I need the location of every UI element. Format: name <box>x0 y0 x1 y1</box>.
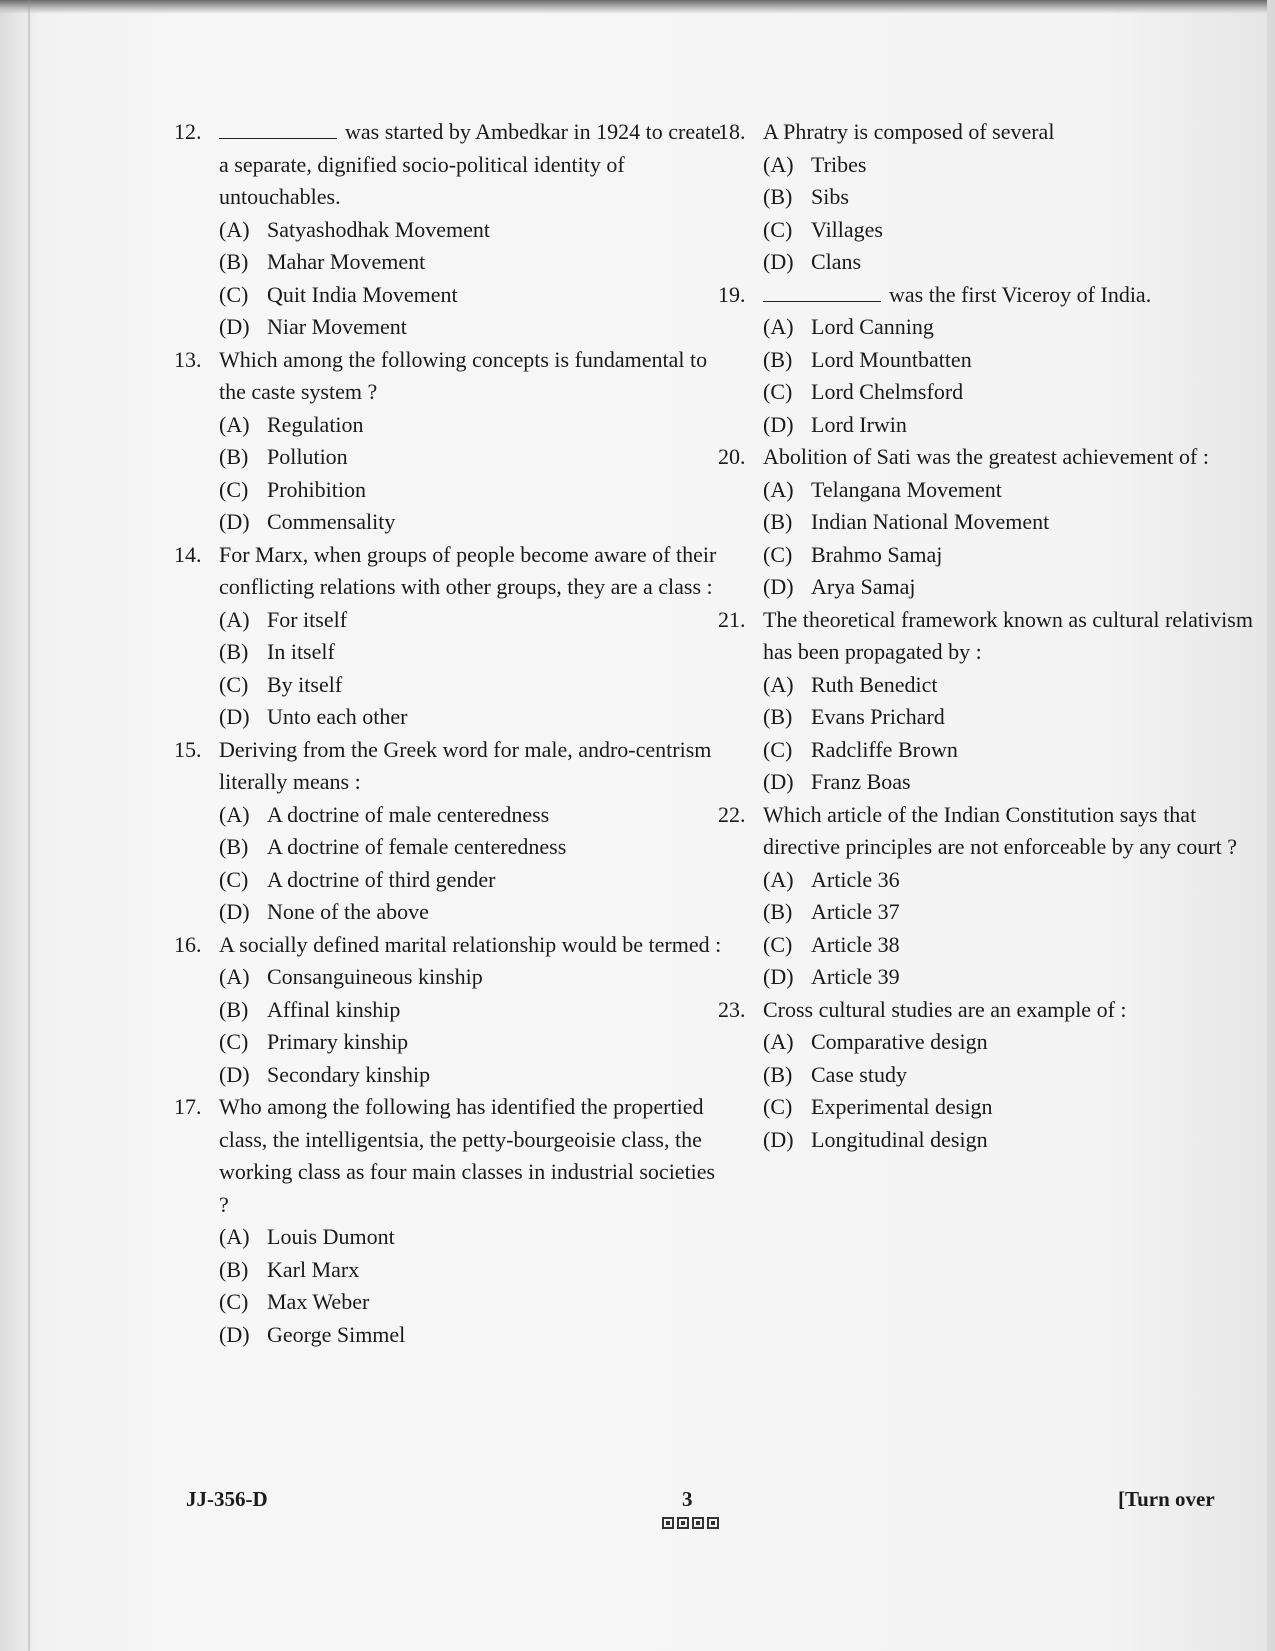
option-label: (C) <box>763 736 793 762</box>
question-block <box>718 116 1273 279</box>
paper-code: JJ-356-D <box>186 1487 268 1511</box>
answer-option <box>174 311 724 344</box>
question-number: 13. <box>174 346 202 372</box>
question-block <box>718 279 1273 442</box>
question-text: A socially defined marital relationship would be termed : <box>219 931 722 957</box>
question-block <box>718 441 1273 604</box>
option-label: (A) <box>219 216 250 242</box>
option-label: (A) <box>763 314 794 339</box>
answer-option <box>174 1319 724 1352</box>
answer-option <box>174 799 724 832</box>
answer-option <box>174 1026 724 1059</box>
turn-over-label: [Turn over <box>1118 1487 1215 1511</box>
option-text: Lord Chelmsford <box>811 379 964 404</box>
question-number: 12. <box>174 119 202 144</box>
answer-option <box>718 929 1273 962</box>
question-number: 15. <box>174 736 202 762</box>
option-label: (C) <box>763 541 793 567</box>
question-block <box>174 344 724 539</box>
answer-option <box>718 149 1273 182</box>
question-stem <box>718 994 1273 1027</box>
question-text: Cross cultural studies are an example of : <box>763 996 1127 1022</box>
answer-option <box>174 961 724 994</box>
question-block <box>718 994 1273 1157</box>
question-text: Abolition of Sati was the greatest achievement of : <box>763 444 1209 469</box>
question-stem <box>718 604 1273 669</box>
option-text: Karl Marx <box>267 1256 360 1282</box>
option-text: Telangana Movement <box>811 476 1002 502</box>
answer-option <box>174 896 724 929</box>
answer-option <box>174 441 724 474</box>
option-label: (C) <box>763 931 793 957</box>
answer-blank <box>763 281 881 302</box>
answer-option <box>174 246 724 279</box>
question-text: Which article of the Indian Constitution says that directive principles are not enforceable by any court ? <box>763 801 1237 859</box>
option-label: (A) <box>763 866 794 892</box>
option-text: Ruth Benedict <box>811 671 938 697</box>
answer-option <box>174 1286 724 1319</box>
right-question-column <box>718 116 1273 1156</box>
option-text: Consanguineous kinship <box>267 964 483 989</box>
option-label: (D) <box>763 249 794 274</box>
question-text: Deriving from the Greek word for male, andro-centrism literally means : <box>219 736 712 794</box>
answer-option <box>174 604 724 637</box>
option-text: Secondary kinship <box>267 1061 431 1087</box>
answer-option <box>718 1026 1273 1059</box>
answer-option <box>174 409 724 442</box>
option-label: (A) <box>763 151 794 177</box>
option-text: Sibs <box>811 184 849 209</box>
question-stem <box>718 116 1273 149</box>
question-text <box>763 279 1273 312</box>
question-block <box>174 1091 724 1351</box>
option-text: Commensality <box>267 509 396 534</box>
option-label: (C) <box>219 476 249 502</box>
option-text: In itself <box>267 639 335 664</box>
option-label: (B) <box>219 444 249 469</box>
option-text: Case study <box>811 1061 907 1087</box>
answer-option <box>718 1124 1273 1157</box>
option-label: (A) <box>219 411 250 437</box>
option-text: Villages <box>811 216 883 242</box>
question-number: 21. <box>718 606 746 632</box>
option-text: Lord Mountbatten <box>811 346 972 372</box>
option-text: Affinal kinship <box>267 996 401 1022</box>
question-number: 20. <box>718 444 746 469</box>
answer-option <box>718 246 1273 279</box>
option-text: Article 36 <box>811 866 900 892</box>
question-text: The theoretical framework known as cultural relativism has been propagated by : <box>763 606 1253 664</box>
option-text: Brahmo Samaj <box>811 541 943 567</box>
page-fold-line <box>28 0 30 1651</box>
option-text: Tribes <box>811 151 867 177</box>
answer-option <box>174 864 724 897</box>
option-text: Article 38 <box>811 931 900 957</box>
option-text: Evans Prichard <box>811 704 945 729</box>
barcode-box <box>677 1517 689 1529</box>
question-block <box>174 929 724 1092</box>
question-stem <box>718 799 1273 864</box>
option-text: None of the above <box>267 899 429 924</box>
answer-option <box>174 701 724 734</box>
question-number: 17. <box>174 1094 202 1119</box>
answer-option <box>174 636 724 669</box>
answer-option <box>174 994 724 1027</box>
option-label: (B) <box>763 509 793 534</box>
answer-option <box>718 539 1273 572</box>
barcode-mark <box>662 1517 719 1529</box>
option-label: (A) <box>219 606 250 632</box>
answer-option <box>174 1221 724 1254</box>
question-number: 14. <box>174 541 202 567</box>
answer-option <box>718 311 1273 344</box>
option-label: (B) <box>219 996 249 1022</box>
option-text: Lord Irwin <box>811 411 907 437</box>
question-stem <box>718 441 1273 474</box>
answer-option <box>718 376 1273 409</box>
question-stem <box>174 539 724 604</box>
option-label: (B) <box>763 899 793 924</box>
question-stem <box>174 734 724 799</box>
answer-option <box>718 896 1273 929</box>
option-label: (D) <box>219 314 250 339</box>
answer-option <box>718 474 1273 507</box>
question-text-after-blank: was the first Viceroy of India. <box>889 281 1152 307</box>
answer-option <box>718 181 1273 214</box>
option-text: George Simmel <box>267 1321 406 1347</box>
option-label: (A) <box>763 476 794 502</box>
option-label: (C) <box>219 281 249 307</box>
option-text: A doctrine of female centeredness <box>267 834 567 859</box>
option-label: (D) <box>763 964 794 989</box>
answer-option <box>174 1254 724 1287</box>
option-label: (A) <box>219 1224 250 1249</box>
option-text: Mahar Movement <box>267 249 426 274</box>
option-text: A doctrine of third gender <box>267 866 496 892</box>
option-label: (D) <box>763 574 794 599</box>
answer-blank <box>219 118 337 139</box>
option-label: (C) <box>763 1094 793 1119</box>
option-text: Satyashodhak Movement <box>267 216 491 242</box>
question-block <box>174 116 724 344</box>
question-text-after-blank: was started by Ambedkar in 1924 to create a separate, dignified socio-political identity of untouchables. <box>219 119 721 209</box>
question-text: For Marx, when groups of people become aware of their conflicting relations with other groups, they are a class : <box>219 541 717 599</box>
option-text: Primary kinship <box>267 1029 409 1054</box>
option-label: (A) <box>763 1029 794 1054</box>
option-text: Prohibition <box>267 476 367 502</box>
question-text <box>219 116 724 214</box>
page-number: 3 <box>682 1487 693 1511</box>
option-text: A doctrine of male centeredness <box>267 801 550 827</box>
answer-option <box>174 506 724 539</box>
answer-option <box>174 214 724 247</box>
answer-option <box>718 1091 1273 1124</box>
answer-option <box>718 506 1273 539</box>
option-label: (C) <box>763 379 793 404</box>
answer-option <box>718 571 1273 604</box>
option-label: (B) <box>763 704 793 729</box>
question-stem <box>718 279 1273 312</box>
answer-option <box>718 344 1273 377</box>
option-label: (C) <box>763 216 793 242</box>
option-text: Lord Canning <box>811 314 934 339</box>
option-text: Quit India Movement <box>267 281 458 307</box>
answer-option <box>718 961 1273 994</box>
option-text: Clans <box>811 249 862 274</box>
answer-option <box>718 669 1273 702</box>
option-label: (B) <box>763 1061 793 1087</box>
option-text: Article 39 <box>811 964 900 989</box>
question-number: 19. <box>718 281 746 307</box>
question-block <box>718 799 1273 994</box>
question-text: Who among the following has identified the propertied class, the intelligentsia, the petty-bourgeoisie class, the working class as four main classes in industrial societies ? <box>219 1094 716 1217</box>
question-number: 18. <box>718 119 746 144</box>
option-label: (D) <box>763 411 794 437</box>
question-stem <box>174 1091 724 1221</box>
question-stem <box>174 929 724 962</box>
option-label: (A) <box>219 801 250 827</box>
option-label: (C) <box>219 671 249 697</box>
option-text: Article 37 <box>811 899 900 924</box>
question-number: 16. <box>174 931 202 957</box>
answer-option <box>718 214 1273 247</box>
option-label: (A) <box>763 671 794 697</box>
option-label: (D) <box>219 1061 250 1087</box>
option-text: Radcliffe Brown <box>811 736 958 762</box>
question-text: A Phratry is composed of several <box>763 119 1055 144</box>
option-text: By itself <box>267 671 343 697</box>
answer-option <box>718 701 1273 734</box>
option-label: (D) <box>219 704 250 729</box>
option-label: (C) <box>219 1289 249 1314</box>
answer-option <box>718 766 1273 799</box>
option-label: (B) <box>219 639 249 664</box>
question-number: 22. <box>718 801 746 827</box>
answer-option <box>174 474 724 507</box>
option-text: Longitudinal design <box>811 1126 988 1152</box>
answer-option <box>174 279 724 312</box>
option-label: (B) <box>763 346 793 372</box>
option-text: Comparative design <box>811 1029 988 1054</box>
option-label: (D) <box>219 509 250 534</box>
answer-option <box>174 831 724 864</box>
option-label: (A) <box>219 964 250 989</box>
question-number: 23. <box>718 996 746 1022</box>
answer-option <box>174 669 724 702</box>
option-label: (B) <box>219 249 249 274</box>
answer-option <box>718 1059 1273 1092</box>
option-text: Franz Boas <box>811 769 911 794</box>
option-label: (C) <box>219 866 249 892</box>
answer-option <box>718 409 1273 442</box>
question-block <box>718 604 1273 799</box>
option-label: (B) <box>763 184 793 209</box>
option-label: (B) <box>219 1256 249 1282</box>
answer-option <box>174 1059 724 1092</box>
option-text: Regulation <box>267 411 364 437</box>
answer-option <box>718 864 1273 897</box>
option-text: For itself <box>267 606 348 632</box>
option-text: Experimental design <box>811 1094 993 1119</box>
question-stem <box>174 116 724 214</box>
option-label: (B) <box>219 834 249 859</box>
question-block <box>174 539 724 734</box>
option-text: Max Weber <box>267 1289 370 1314</box>
option-label: (D) <box>219 1321 250 1347</box>
question-stem <box>174 344 724 409</box>
option-label: (C) <box>219 1029 249 1054</box>
answer-option <box>718 734 1273 767</box>
barcode-box <box>662 1517 674 1529</box>
barcode-box <box>707 1517 719 1529</box>
option-text: Indian National Movement <box>811 509 1050 534</box>
left-question-column <box>174 116 724 1351</box>
question-block <box>174 734 724 929</box>
option-label: (D) <box>763 769 794 794</box>
option-text: Unto each other <box>267 704 408 729</box>
question-text: Which among the following concepts is fundamental to the caste system ? <box>219 346 708 404</box>
option-text: Arya Samaj <box>811 574 916 599</box>
barcode-box <box>692 1517 704 1529</box>
option-label: (D) <box>219 899 250 924</box>
option-text: Pollution <box>267 444 348 469</box>
option-label: (D) <box>763 1126 794 1152</box>
scan-top-shadow <box>0 0 1275 14</box>
option-text: Louis Dumont <box>267 1224 395 1249</box>
option-text: Niar Movement <box>267 314 407 339</box>
